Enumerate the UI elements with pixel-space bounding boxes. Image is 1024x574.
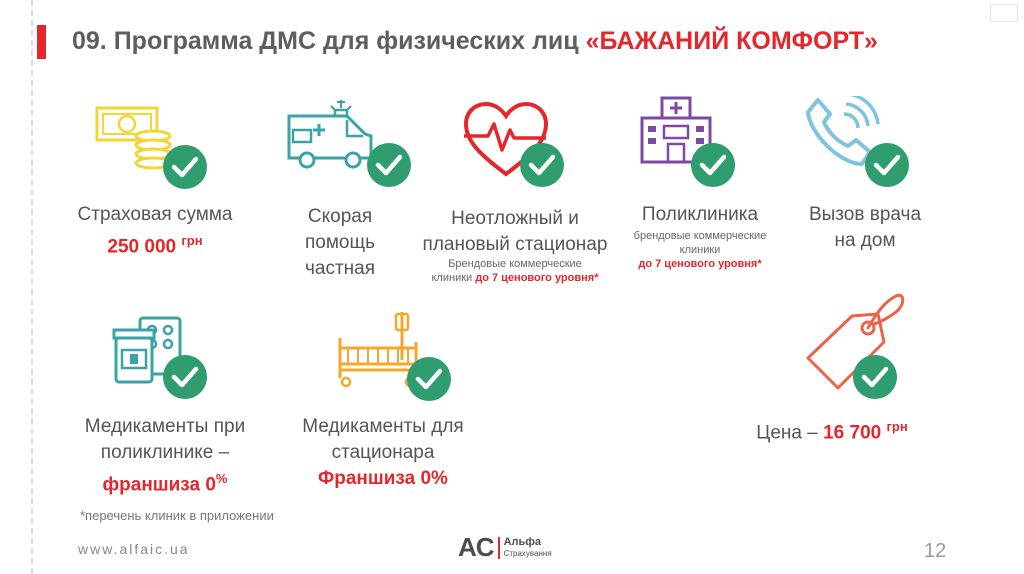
- logo-line2: Страхування: [503, 548, 552, 558]
- outpatient-meds-percent: %: [215, 471, 228, 486]
- page-number: 12: [924, 540, 947, 562]
- price-value: 16 700: [823, 422, 882, 444]
- polyclinic-sub2: клиники: [679, 244, 721, 256]
- footnote: *перечень клиник в приложении: [80, 508, 274, 523]
- page-title: [72, 27, 878, 56]
- home-visit-line1: Вызов врача: [808, 204, 922, 225]
- insurance-sum-title: Страховая сумма: [77, 204, 233, 225]
- outpatient-meds-line2: поликлинике –: [100, 442, 230, 463]
- title-accent-bar: [37, 25, 46, 59]
- hospital-line1: Неотложный и: [451, 208, 579, 229]
- check-icon: [366, 142, 412, 188]
- left-dashed-rule: [31, 0, 33, 574]
- price-prefix: Цена –: [756, 422, 824, 444]
- company-logo: [458, 532, 552, 563]
- ambulance-label: [270, 204, 410, 282]
- polyclinic-subtext: [610, 229, 790, 271]
- polyclinic-title: Поликлиника: [641, 204, 759, 225]
- insurance-sum-label: [50, 202, 260, 260]
- check-icon: [162, 354, 208, 400]
- hospital-subtext: [405, 257, 625, 285]
- price-unit: грн: [886, 419, 908, 434]
- polyclinic-sub3: до 7 ценового уровня*: [638, 258, 762, 270]
- corner-box: [990, 4, 1018, 22]
- outpatient-meds-line1: Медикаменты при: [84, 416, 246, 437]
- outpatient-meds-franchise: франшиза 0: [102, 474, 216, 496]
- hospital-sub2-accent: до 7 ценового уровня*: [475, 272, 599, 284]
- inpatient-meds-franchise: Франшиза 0%: [318, 468, 448, 489]
- outpatient-meds-label: [50, 414, 280, 498]
- home-visit-line2: на дом: [834, 230, 896, 251]
- home-visit-label: [785, 202, 945, 254]
- insurance-sum-value: 250 000: [107, 236, 177, 258]
- hospital-sub1: Брендовые коммерческие: [448, 258, 582, 270]
- logo-mark: AC: [458, 532, 494, 562]
- inpatient-meds-line2: стационара: [331, 442, 435, 463]
- check-icon: [406, 356, 452, 402]
- check-icon: [162, 144, 208, 190]
- inpatient-meds-line1: Медикаменты для: [302, 416, 464, 437]
- insurance-sum-unit: грн: [181, 233, 203, 248]
- title-program-name: «БАЖАНИЙ КОМФОРТ»: [585, 27, 878, 55]
- inpatient-meds-label: [268, 414, 498, 492]
- hospital-line2: плановый стационар: [422, 234, 608, 255]
- website-link[interactable]: www.alfaic.ua: [78, 541, 190, 557]
- logo-line1: Альфа: [503, 535, 541, 548]
- check-icon: [519, 142, 565, 188]
- check-icon: [864, 142, 910, 188]
- hospital-label: [405, 206, 625, 258]
- check-icon: [852, 354, 898, 400]
- check-icon: [690, 142, 736, 188]
- ambulance-line3: частная: [304, 258, 376, 279]
- logo-divider: [498, 537, 500, 559]
- hospital-sub2-prefix: клиники: [431, 272, 476, 284]
- ambulance-line2: помощь: [304, 232, 376, 253]
- polyclinic-sub1: брендовые коммерческие: [633, 230, 767, 242]
- price-label: [722, 414, 942, 446]
- title-prefix: 09. Программа ДМС для физических лиц: [72, 27, 586, 55]
- ambulance-line1: Скорая: [307, 206, 373, 227]
- polyclinic-label: [610, 202, 790, 228]
